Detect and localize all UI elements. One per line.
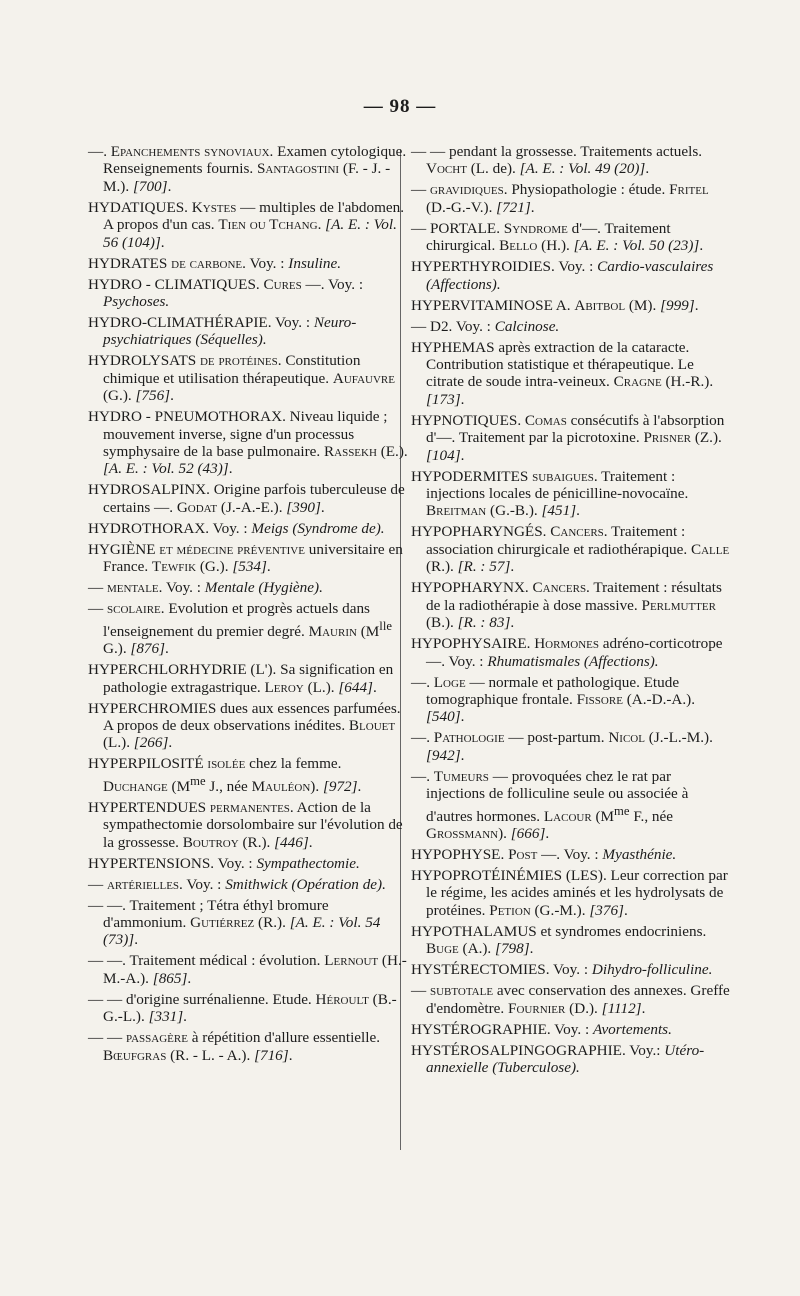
index-entry: —. Epanchements synoviaux. Examen cytologique. Renseignements fournis. Santagostini (F. - J. - M.). [700]. bbox=[88, 143, 407, 195]
index-entry: HYDROLYSATS de protéines. Constitution chimique et utilisation thérapeutique. Aufauvre (G.). [756]. bbox=[88, 352, 395, 405]
index-entry: —. Tumeurs — provoquées chez le rat par injections de folliculine seule ou associée à d'autres hormones. Lacour ($M^{me}$ F., née Grossmann). [666]. bbox=[411, 767, 689, 842]
index-entry: — PORTALE. Syndrome d'—. Traitement chirurgical. Bello (H.). [A. E. : Vol. 50 (23)]. bbox=[411, 219, 704, 255]
index-entry: HYDRATES de carbone. Voy. : Insuline. bbox=[88, 254, 342, 272]
index-entry: HYPERCHROMIES dues aux essences parfumées. A propos de deux observations inédites. Blouet (L.). [266]. bbox=[88, 699, 401, 752]
index-entry: HYPOPHYSAIRE. Hormones adréno-corticotrope —. Voy. : Rhumatismales (Affections). bbox=[411, 635, 723, 670]
index-entry: — —. Traitement ; Tétra éthyl bromure d'ammonium. Gutiérrez (R.). [A. E. : Vol. 54 (73)]. bbox=[88, 896, 381, 949]
index-entry: — artérielles. Voy. : Smithwick (Opération de). bbox=[88, 875, 386, 893]
index-entry: —. Loge — normale et pathologique. Etude tomographique frontale. Fissore (A.-D.-A.). [540]. bbox=[411, 673, 696, 726]
index-entry: HYPERCHLORHYDRIE (L'). Sa signification en pathologie extragastrique. Leroy (L.). [644]. bbox=[88, 661, 394, 696]
index-entry: — — passagère à répétition d'allure essentielle. Bœufgras (R. - L. - A.). [716]. bbox=[88, 1029, 381, 1064]
page-number: — 98 — bbox=[363, 96, 437, 117]
index-entry: HYPERPILOSITÉ isolée chez la femme. Duchange ($M^{me}$ J., née Mauléon). [972]. bbox=[88, 755, 362, 795]
index-entry: HYPERTENSIONS. Voy. : Sympathectomie. bbox=[88, 854, 360, 872]
left-column bbox=[88, 143, 408, 1068]
index-entry: HYPNOTIQUES. Comas consécutifs à l'absorption d'—. Traitement par la picrotoxine. Prisner (Z.). [104]. bbox=[411, 411, 725, 464]
index-entry: — D2. Voy. : Calcinose. bbox=[411, 317, 560, 335]
index-entry: — gravidiques. Physiopathologie : étude. Fritel (D.-G.-V.). [721]. bbox=[411, 181, 709, 216]
index-entry: HYPOPHYSE. Post —. Voy. : Myasthénie. bbox=[411, 846, 677, 863]
index-entry: — mentale. Voy. : Mentale (Hygiène). bbox=[88, 579, 323, 597]
index-entry: HYPOPHARYNGÉS. Cancers. Traitement : association chirurgicale et radiothérapique. Calle (R.). [R. : 57]. bbox=[411, 523, 730, 576]
index-entry: HYPERTENDUES permanentes. Action de la sympathectomie dorsolombaire sur l'évolution de la grossesse. Boutroy (R.). [446]. bbox=[88, 798, 403, 851]
index-entry: HYGIÈNE et médecine préventive universitaire en France. Tewfik (G.). [534]. bbox=[88, 540, 403, 576]
index-entry: HYPERVITAMINOSE A. Abitbol (M). [999]. bbox=[411, 296, 699, 314]
index-entry: HYPOPROTÉINÉMIES (LES). Leur correction par le régime, les acides aminés et les hydrolysats de protéines. Petion (G.-M.). [376]. bbox=[411, 867, 728, 919]
index-entry: HYSTÉROGRAPHIE. Voy. : Avortements. bbox=[411, 1020, 672, 1038]
index-entry: HYDRO - PNEUMOTHORAX. Niveau liquide ; mouvement inverse, signe d'un processus symphysaire de la base pulmonaire. Rassekh (E.). [A. E. : Vol. 52 (43)]. bbox=[88, 408, 408, 478]
index-entry: HYDATIQUES. Kystes — multiples de l'abdomen. A propos d'un cas. Tien ou Tchang. [A. E. : Vol. 56 (104)]. bbox=[88, 198, 405, 251]
index-entry: HYPOTHALAMUS et syndromes endocriniens. Buge (A.). [798]. bbox=[411, 922, 707, 958]
index-entry: HYDROSALPINX. Origine parfois tuberculeuse de certains —. Godat (J.-A.-E.). [390]. bbox=[88, 481, 405, 516]
right-column bbox=[411, 143, 733, 1080]
index-entry: HYPODERMITES subaigues. Traitement : injections locales de pénicilline-novocaïne. Breitman (G.-B.). [451]. bbox=[411, 467, 689, 520]
index-entry: — — d'origine surrénalienne. Etude. Héroult (B.-G.-L.). [331]. bbox=[88, 990, 397, 1026]
index-entry: HYSTÉROSALPINGOGRAPHIE. Voy.: Utéro-annexielle (Tuberculose). bbox=[411, 1041, 705, 1077]
index-entry: HYDRO - CLIMATIQUES. Cures —. Voy. : Psychoses. bbox=[88, 275, 364, 311]
index-entry: —. Pathologie — post-partum. Nicol (J.-L.-M.). [942]. bbox=[411, 729, 713, 764]
index-entry: — —. Traitement médical : évolution. Lernout (H.-M.-A.). [865]. bbox=[88, 952, 407, 987]
index-entry: HYDRO-CLIMATHÉRAPIE. Voy. : Neuro-psychiatriques (Séquelles). bbox=[88, 314, 357, 349]
index-entry: — scolaire. Evolution et progrès actuels dans l'enseignement du premier degré. Maurin ($M^{lle}$ G.). [876]. bbox=[88, 600, 392, 658]
index-entry: HYPERTHYROIDIES. Voy. : Cardio-vasculaires (Affections). bbox=[411, 258, 714, 293]
index-entry: — subtotale avec conservation des annexes. Greffe d'endomètre. Fournier (D.). [1112]. bbox=[411, 982, 730, 1017]
index-entry: HYPHEMAS après extraction de la cataracte. Contribution statistique et thérapeutique. Le citrate de soude intra-veineux. Cragne (H.-R.). [173]. bbox=[411, 338, 714, 408]
index-entry: HYSTÉRECTOMIES. Voy. : Dihydro-folliculine. bbox=[411, 961, 713, 979]
index-entry: HYDROTHORAX. Voy. : Meigs (Syndrome de). bbox=[88, 519, 385, 537]
index-entry: — — pendant la grossesse. Traitements actuels. Vocht (L. de). [A. E. : Vol. 49 (20)]. bbox=[411, 143, 703, 178]
index-entry: HYPOPHARYNX. Cancers. Traitement : résultats de la radiothérapie à dose massive. Perlmutter (B.). [R. : 83]. bbox=[411, 579, 722, 632]
